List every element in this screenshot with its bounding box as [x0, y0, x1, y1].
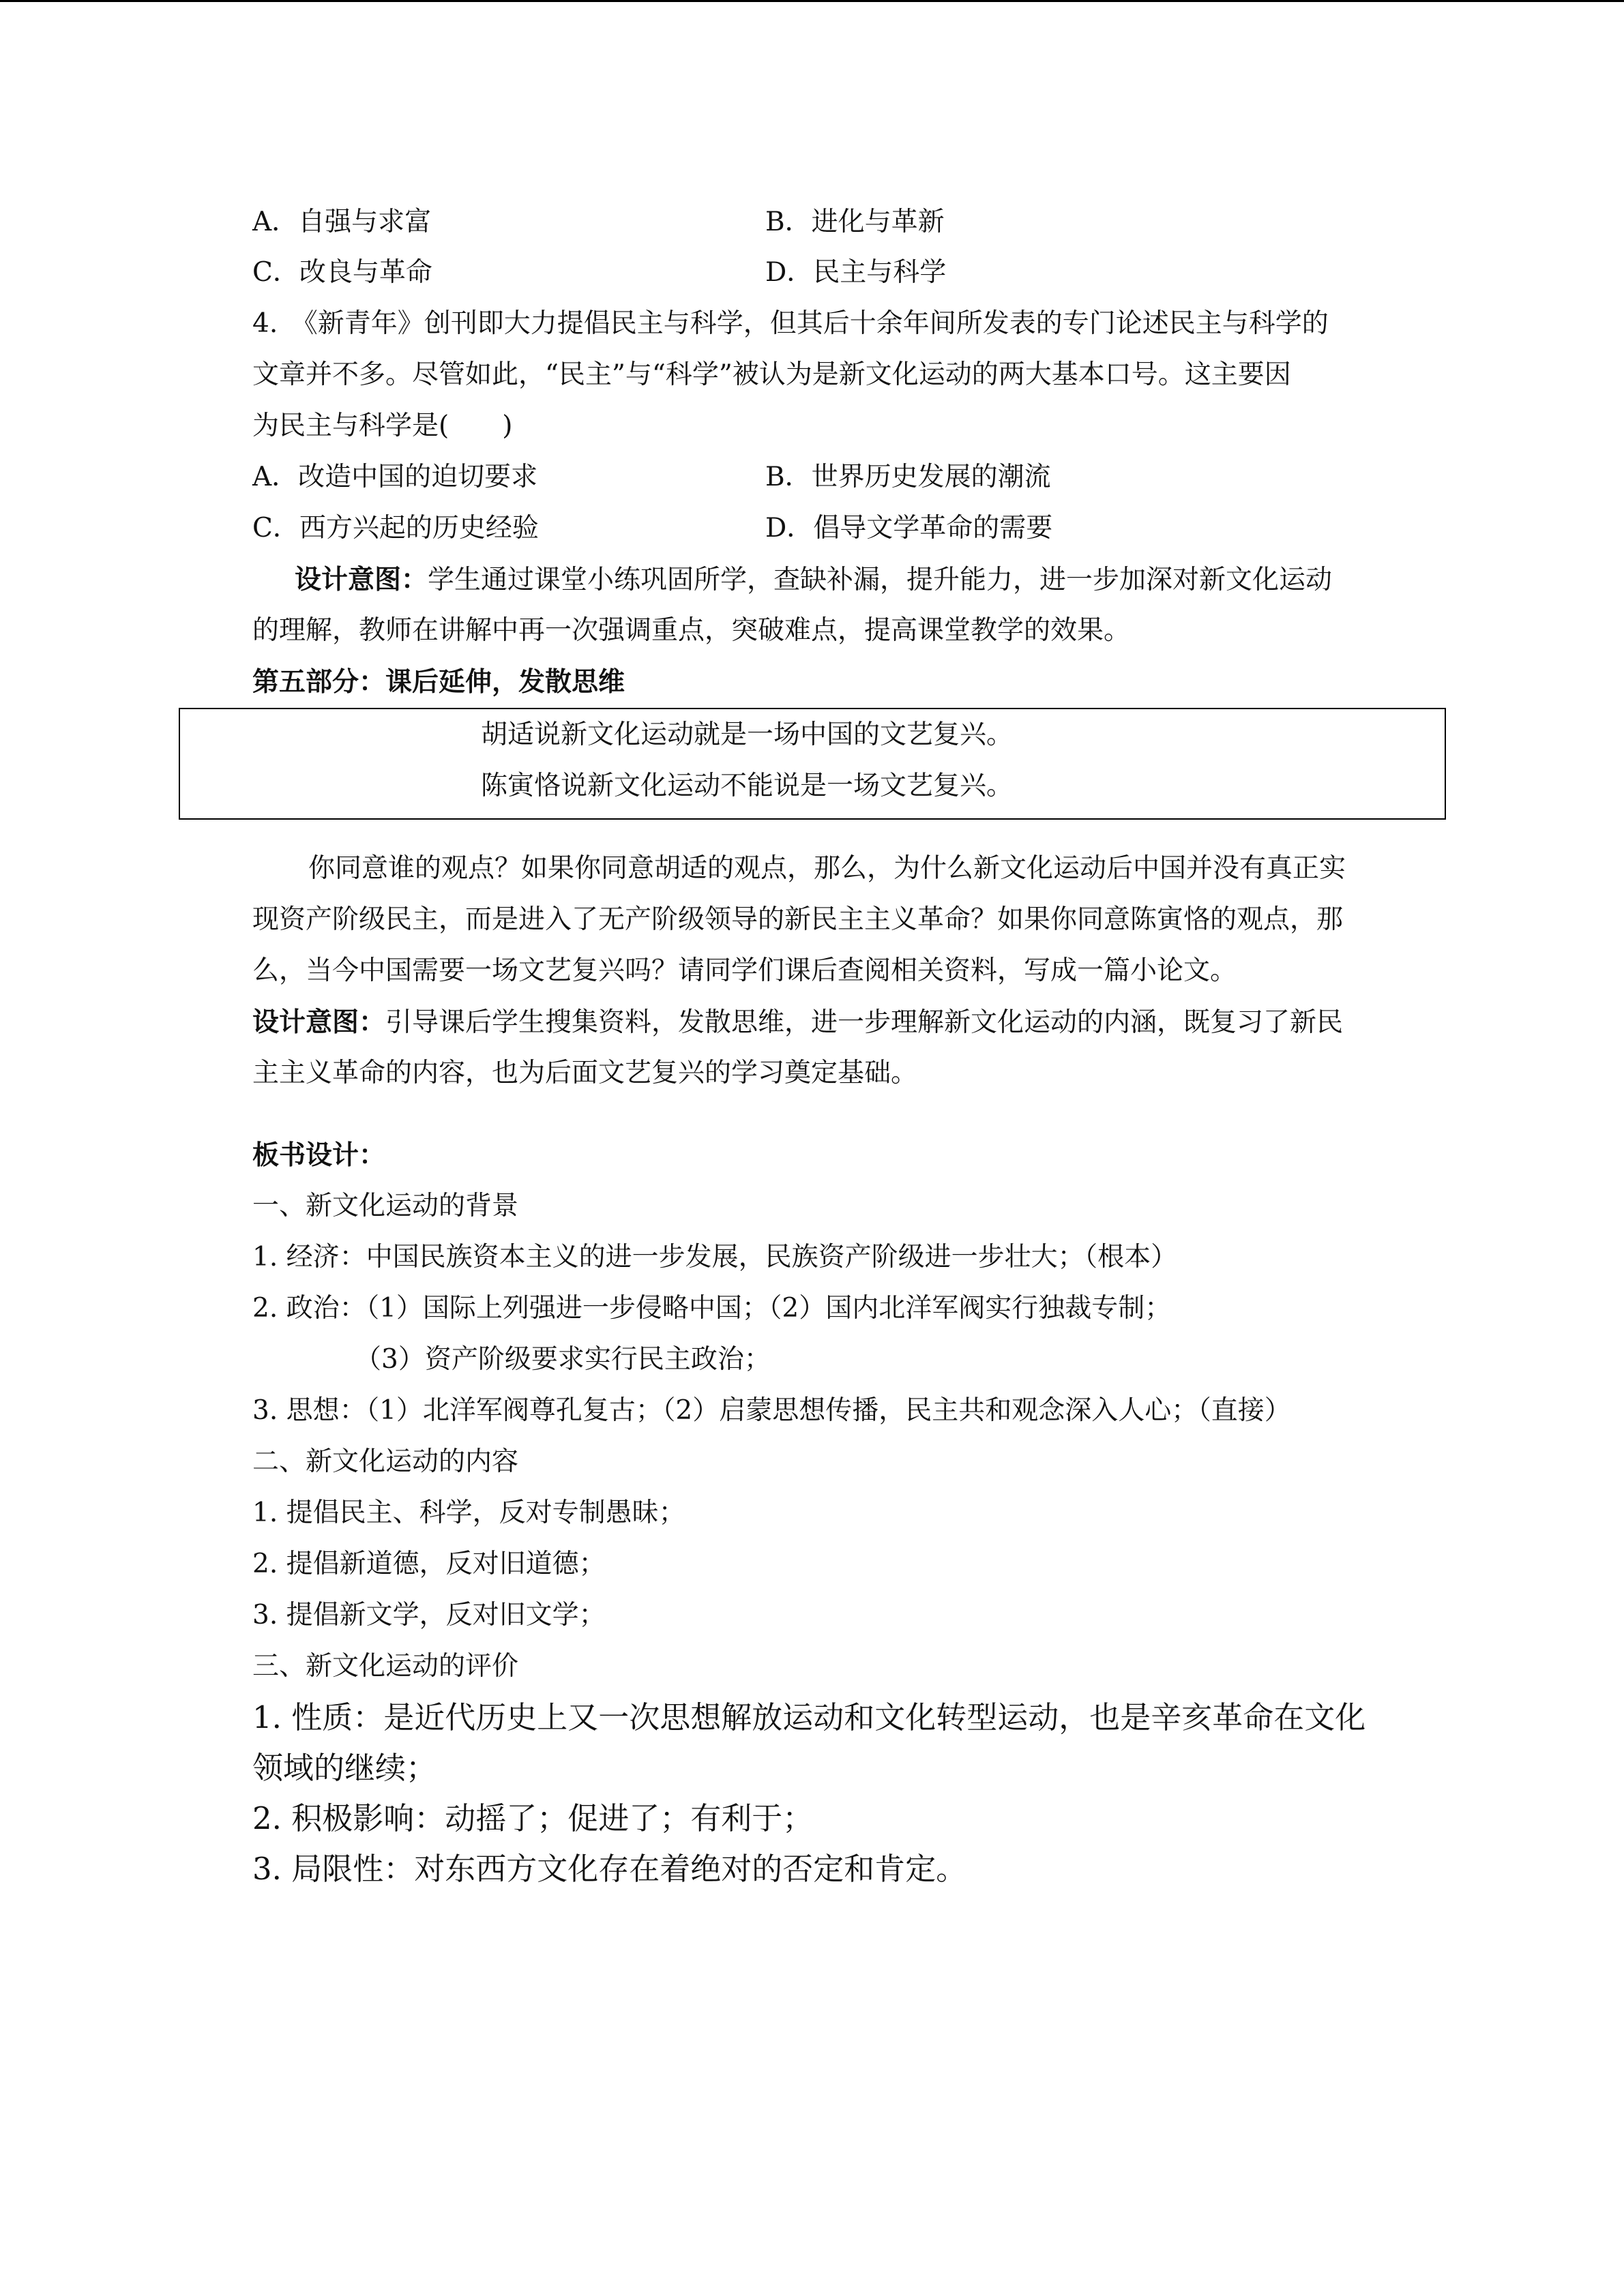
board-s2-item2: 2. 提倡新道德，反对旧道德； [252, 1549, 606, 1579]
board-s1-economy: 1. 经济：中国民族资本主义的进一步发展，民族资产阶级进一步壮大；（根本） [252, 1242, 1178, 1272]
q4-option-c: C．西方兴起的历史经验 [252, 513, 539, 543]
board-s1-politics-cont: （3）资产阶级要求实行民主政治； [355, 1344, 771, 1375]
quote-chenyinke: 陈寅恪说新文化运动不能说是一场文艺复兴。 [481, 771, 1014, 801]
q4-option-b: B．世界历史发展的潮流 [765, 462, 1051, 492]
intent2-line1 [252, 1003, 1343, 1042]
intent2-label: 设计意图： [252, 1007, 386, 1038]
intent2-line2: 主主义革命的内容，也为后面文艺复兴的学习奠定基础。 [252, 1058, 918, 1088]
q4-option-a: A．改造中国的迫切要求 [252, 462, 538, 492]
q3-option-b: B．进化与革新 [765, 207, 945, 237]
q4-stem-line1: 4. 《新青年》创刊即大力提倡民主与科学，但其后十余年间所发表的专门论述民主与科学的 [252, 308, 1329, 339]
board-section1: 一、新文化运动的背景 [252, 1191, 519, 1221]
board-s2-item3: 3. 提倡新文学，反对旧文学； [252, 1600, 606, 1630]
board-s3-impact: 2. 积极影响：动摇了；促进了；有利于； [252, 1800, 814, 1836]
board-s3-limitation: 3. 局限性：对东西方文化存在着绝对的否定和肯定。 [252, 1851, 967, 1887]
board-s1-thought: 3. 思想：（1）北洋军阀尊孔复古；（2）启蒙思想传播，民主共和观念深入人心；（直接） [252, 1395, 1291, 1426]
intent1-text: 学生通过课堂小练巩固所学，查缺补漏，提升能力，进一步加深对新文化运动 [428, 565, 1333, 595]
q4-stem-line3: 为民主与科学是( ) [252, 411, 513, 441]
q3-option-a: A．自强与求富 [252, 207, 432, 237]
q3-option-d: D．民主与科学 [765, 257, 947, 288]
q4-option-d: D．倡导文学革命的需要 [765, 513, 1053, 543]
board-s2-item1: 1. 提倡民主、科学，反对专制愚昧； [252, 1497, 685, 1528]
intent1-line2: 的理解，教师在讲解中再一次强调重点，突破难点，提高课堂教学的效果。 [252, 615, 1131, 646]
part5-para-line3: 么，当今中国需要一场文艺复兴吗？请同学们课后查阅相关资料，写成一篇小论文。 [252, 955, 1237, 986]
intent1-line1 [295, 561, 1332, 599]
q3-option-c: C．改良与革命 [252, 257, 432, 288]
board-s3-nature: 1. 性质：是近代历史上又一次思想解放运动和文化转型运动，也是辛亥革命在文化 [252, 1699, 1366, 1735]
quote-hushi: 胡适说新文化运动就是一场中国的文艺复兴。 [481, 719, 1014, 750]
intent2-text: 引导课后学生搜集资料，发散思维，进一步理解新文化运动的内涵，既复习了新民 [385, 1007, 1344, 1038]
part5-heading: 第五部分：课后延伸，发散思维 [252, 666, 625, 698]
board-s3-nature-cont: 领域的继续； [252, 1750, 437, 1786]
intent1-label: 设计意图： [295, 564, 428, 595]
part5-para-line1: 你同意谁的观点？如果你同意胡适的观点，那么，为什么新文化运动后中国并没有真正实 [308, 853, 1346, 884]
q4-stem-line2: 文章并不多。尽管如此，“民主”与“科学”被认为是新文化运动的两大基本口号。这主要因 [252, 359, 1291, 390]
board-section3: 三、新文化运动的评价 [252, 1651, 519, 1682]
board-s1-politics: 2. 政治：（1）国际上列强进一步侵略中国；（2）国内北洋军阀实行独裁专制； [252, 1293, 1172, 1324]
board-section2: 二、新文化运动的内容 [252, 1446, 519, 1477]
part5-para-line2: 现资产阶级民主，而是进入了无产阶级领导的新民主主义革命？如果你同意陈寅恪的观点，那 [252, 904, 1344, 935]
board-heading: 板书设计： [252, 1139, 386, 1171]
